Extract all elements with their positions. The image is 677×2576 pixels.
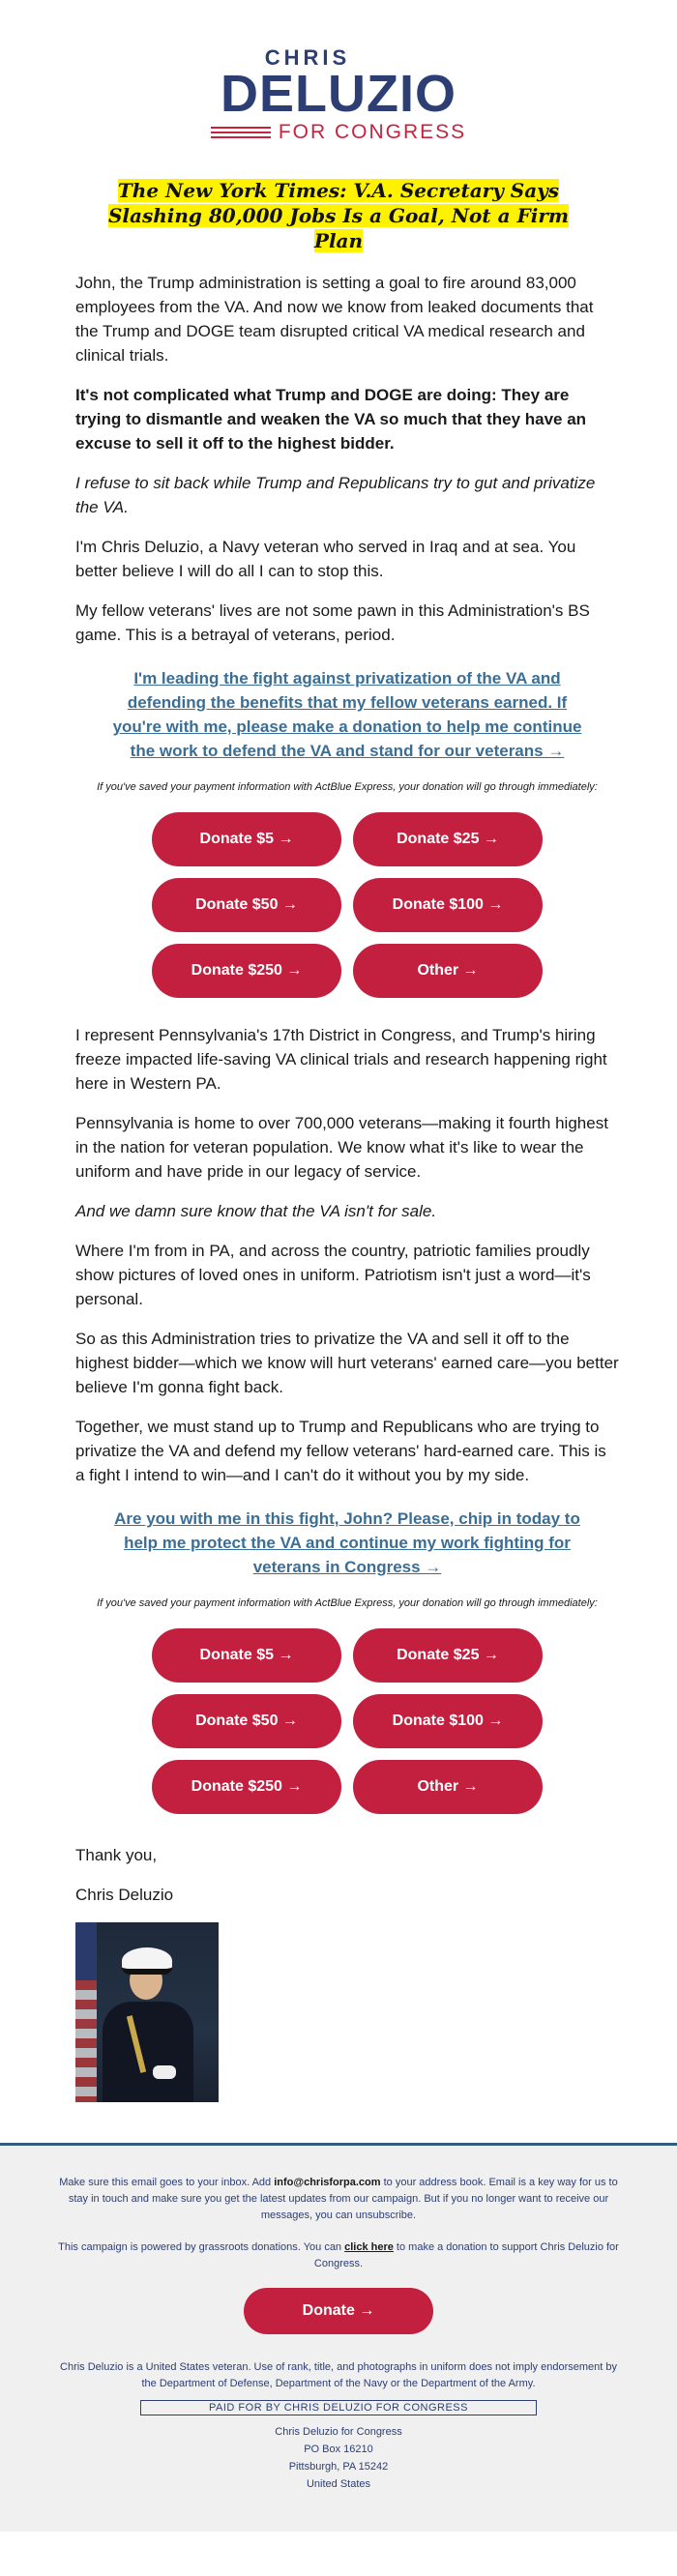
actblue-express-note: If you've saved your payment information with ActBlue Express, your donation will go through immediately: [97, 1597, 598, 1609]
inbox-notice-text: Make sure this email goes to your inbox. Add [59, 2177, 275, 2188]
intro-paragraph: I'm Chris Deluzio, a Navy veteran who served in Iraq and at sea. You better believe I will do all I can to stop this. [75, 538, 576, 580]
intro-paragraph: I refuse to sit back while Trump and Republicans try to gut and privatize the VA. [75, 474, 596, 516]
logo-first-name: CHRIS [264, 45, 351, 70]
paid-for-box: PAID FOR BY CHRIS DELUZIO FOR CONGRESS [140, 2400, 537, 2415]
body-paragraph: And we damn sure know that the VA isn't for sale. [75, 1202, 437, 1220]
donate-250-button[interactable]: Donate $250 → [152, 944, 341, 998]
click-here-link[interactable]: click here [344, 2241, 394, 2253]
logo-last-name: DELUZIO [221, 65, 456, 123]
headline-highlight: The New York Times: V.A. Secretary Says Slashing 80,000 Jobs Is a Goal, Not a Firm Plan [107, 179, 570, 252]
donate-25-button[interactable]: Donate $25 → [353, 812, 543, 866]
body-paragraph: I represent Pennsylvania's 17th District in Congress, and Trump's hiring freeze impacted life-saving VA clinical trials and research happening right here in Western PA. [75, 1026, 607, 1093]
address-line: United States [306, 2478, 371, 2490]
inbox-notice [58, 2175, 619, 2224]
intro-paragraph: John, the Trump administration is setting a goal to fire around 83,000 employees from the VA. And now we know from leaked documents that the Trump and DOGE team disrupted critical VA medical research and clinical trials. [75, 274, 594, 365]
donate-cta-link[interactable]: I'm leading the fight against privatization of the VA and defending the benefits that my fellow veterans earned. If you're with me, please make a donation to help me continue the work to defend the VA and stand for our veterans → [112, 669, 582, 760]
mailing-address [58, 2423, 619, 2493]
body-paragraph: Pennsylvania is home to over 700,000 veterans—making it fourth highest in the nation for veteran population. We know what it's like to wear the uniform and have pride in our legacy of service. [75, 1114, 608, 1181]
logo-tagline: FOR CONGRESS [278, 121, 467, 143]
grassroots-text: This campaign is powered by grassroots donations. You can [58, 2241, 345, 2253]
email-footer [0, 2143, 677, 2532]
contact-email[interactable]: info@chrisforpa.com [274, 2177, 381, 2188]
intro-paragraph: My fellow veterans' lives are not some pawn in this Administration's BS game. This is a betrayal of veterans, period. [75, 601, 590, 644]
intro-paragraph: It's not complicated what Trump and DOGE are doing: They are trying to dismantle and weaken the VA so much that they have an excuse to sell it off to the highest bidder. [75, 386, 587, 453]
donate-other-button[interactable]: Other → [353, 944, 543, 998]
logo-tagline-row [0, 122, 677, 143]
grassroots-notice [58, 2239, 619, 2272]
candidate-photo [75, 1922, 219, 2102]
footer-donate-button[interactable]: Donate → [244, 2288, 433, 2334]
campaign-logo [0, 0, 677, 143]
donate-button-grid [152, 1628, 543, 1814]
main-content [0, 271, 677, 2102]
donate-50-button[interactable]: Donate $50 → [152, 878, 341, 932]
headline [87, 178, 590, 253]
donate-other-button[interactable]: Other → [353, 1760, 543, 1814]
body-paragraph: Where I'm from in PA, and across the country, patriotic families proudly show pictures of loved ones in uniform. Patriotism isn't just a word—it's personal. [75, 1242, 591, 1308]
cta-block [75, 666, 619, 763]
flag-canton [75, 1922, 97, 1980]
donate-50-button[interactable]: Donate $50 → [152, 1694, 341, 1748]
white-gloves [153, 2065, 176, 2079]
donate-250-button[interactable]: Donate $250 → [152, 1760, 341, 1814]
closing-signature: Chris Deluzio [75, 1886, 174, 1904]
military-disclaimer: Chris Deluzio is a United States veteran. Use of rank, title, and photographs in uniform does not imply endorsement by the Department of Defense, Department of the Navy or the Department of the Army. [60, 2361, 617, 2389]
address-line: PO Box 16210 [304, 2444, 373, 2455]
donate-5-button[interactable]: Donate $5 → [152, 812, 341, 866]
actblue-express-note: If you've saved your payment information with ActBlue Express, your donation will go through immediately: [97, 781, 598, 793]
cta-block [75, 1507, 619, 1579]
donate-25-button[interactable]: Donate $25 → [353, 1628, 543, 1683]
address-line: Pittsburgh, PA 15242 [288, 2461, 389, 2473]
donate-5-button[interactable]: Donate $5 → [152, 1628, 341, 1683]
donate-100-button[interactable]: Donate $100 → [353, 878, 543, 932]
body-paragraph: Together, we must stand up to Trump and Republicans who are trying to privatize the VA and defend my fellow veterans' hard-earned care. This is a fight I intend to win—and I can't do it without you by my side. [75, 1418, 606, 1484]
inbox-notice-text: to your address book. Email is a key way for us to stay in touch and make sure you get the latest updates from our campaign. But if you no longer want to receive our messages, you can unsubscribe. [68, 2177, 618, 2221]
flag-stripes-icon [211, 124, 271, 141]
grassroots-text: to make a donation to support Chris Deluzio for Congress. [313, 2241, 619, 2269]
body-paragraph: So as this Administration tries to privatize the VA and sell it off to the highest bidder—which we know will hurt veterans' earned care—you better believe I'm gonna fight back. [75, 1330, 619, 1396]
donate-button-grid [152, 812, 543, 998]
donate-cta-link[interactable]: Are you with me in this fight, John? Please, chip in today to help me protect the VA and continue my work fighting for veterans in Congress → [114, 1509, 580, 1576]
closing-thanks: Thank you, [75, 1846, 158, 1864]
navy-cap [122, 1947, 172, 1975]
donate-100-button[interactable]: Donate $100 → [353, 1694, 543, 1748]
uniform [103, 2002, 193, 2102]
address-line: Chris Deluzio for Congress [275, 2426, 402, 2438]
